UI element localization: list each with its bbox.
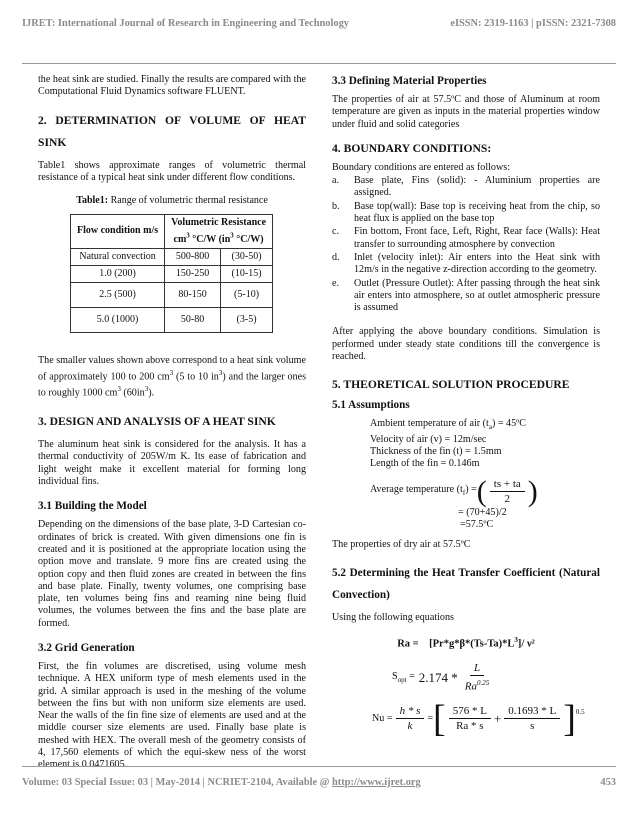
average-temperature-equation: Average temperature $(t_f)$ = ( $\frac{ts + ta}{2}$ ) — [370, 474, 538, 508]
resistance-table — [70, 214, 273, 332]
section-3-heading: 3. DESIGN AND ANALYSIS OF A HEAT SINK — [38, 415, 276, 429]
page-number: 453 — [600, 776, 616, 788]
list-item: b. Base top(wall): Base top is receiving heat from the chip, so heat flux is applied on the base top — [332, 200, 600, 225]
after-bc-paragraph: After applying the above boundary conditions. Simulation is performed under steady state conditions till the convergence is reached. — [332, 326, 600, 363]
avg-label: Average temperature $(t_f)$ = — [370, 483, 477, 497]
assumption-thickness: Thickness of the fin (t) = 1.5mm — [370, 445, 502, 457]
section-3-2-paragraph: First, the fin volumes are discretised, using volume mesh technique. A HEX uniform type of mesh elements used in the grid. A similar approach is used in the meshing of the volume between the fins but with non uniform size elements are used. Near the walls of the fin fine size of elements are used and at the middle courser size elements are used. Finally base plate is meshed with HEX. The overall mesh of the geometry consists of 4, 17,560 elements of which the equi-skew ness of the worst element is 0.0471605. — [38, 660, 306, 771]
table-row: 5.0 (1000) 50-80 (3-5) — [71, 307, 273, 332]
table-header-resistance: Volumetric Resistance $cm^3$ °C/W ($in^3$ °C/W) — [165, 215, 273, 248]
dry-air-properties: The properties of dry air at 57.5ºC — [332, 539, 471, 551]
table-caption-label: Table1: — [76, 195, 109, 207]
nu-term-2: $\frac{0.1693 * L}{s}$ — [504, 704, 560, 733]
section-5-1-heading: 5.1 Assumptions — [332, 399, 410, 412]
table-header-flow: Flow condition m/s — [71, 215, 165, 248]
nusselt-equation: Nu = $\frac{h * s}{k}$ = [ $\frac{576 * L}{Ra * s}$ + $\frac{0.1693 * L}{s}$ ] $^{0.5}$ — [372, 697, 585, 740]
using-equations: Using the following equations — [332, 612, 454, 624]
assumption-length: Length of the fin = 0.146m — [370, 458, 480, 470]
left-column — [38, 74, 306, 783]
header-rule — [22, 63, 616, 64]
section-5-2-heading: 5.2 Determining the Heat Transfer Coefficient (Natural Convection) — [332, 567, 600, 602]
sopt-equation: $S_{opt}$ = 2.174 * $\frac{L}{Ra^{0.25}}$ — [392, 661, 600, 694]
section-4-heading: 4. BOUNDARY CONDITIONS: — [332, 141, 492, 155]
resistance-units: $cm^3$ °C/W ($in^3$ °C/W) — [173, 231, 264, 245]
assumption-velocity: Velocity of air (v) = 12m/sec — [370, 433, 487, 445]
footer-rule — [22, 766, 616, 767]
section-2-heading: 2. DETERMINATION OF VOLUME OF HEAT SINK — [38, 113, 306, 149]
section-3-1-heading: 3.1 Building the Model — [38, 500, 147, 513]
list-item: a. Base plate, Fins (solid): - Aluminium properties are assigned. — [332, 175, 600, 199]
table-row: 1.0 (200) 150-250 (10-15) — [71, 265, 273, 282]
avg-fraction: $\frac{ts + ta}{2}$ — [490, 477, 525, 506]
running-footer — [22, 772, 616, 792]
issn: eISSN: 2319-1163 | pISSN: 2321-7308 — [450, 17, 616, 29]
intro-paragraph: the heat sink are studied. Finally the results are compared with the Computational Fluid Dynamics software FLUENT. — [38, 74, 306, 98]
list-item: d. Inlet (velocity inlet): Air enters into the Heat sink with 12m/s in the negative z-direction according to the geometry. — [332, 251, 600, 276]
nu-term-1: $\frac{576 * L}{Ra * s}$ — [449, 704, 491, 733]
journal-name: IJRET: International Journal of Research in Engineering and Technology — [22, 17, 349, 29]
assumption-ambient: Ambient temperature of air $(t_a)$ = 45ºC — [370, 418, 527, 432]
nu-lhs-fraction: $\frac{h * s}{k}$ — [396, 704, 425, 733]
table-header-row — [71, 215, 273, 248]
running-header — [22, 12, 616, 34]
assumptions-block — [370, 418, 600, 531]
footer-volume: Volume: 03 Special Issue: 03 | May-2014 | NCRIET-2104, Available @ http://www.ijret.org — [22, 776, 421, 788]
section-2-paragraph: Table1 shows approximate ranges of volumetric thermal resistance of a typical heat sink under different flow conditions. — [38, 159, 306, 183]
boundary-conditions-list — [332, 175, 600, 314]
section-3-2-heading: 3.2 Grid Generation — [38, 641, 135, 654]
avg-calc-1: = (70+45)/2 — [458, 506, 507, 518]
list-item: c. Fin bottom, Front face, Left, Right, Rear face (Walls): Heat transfer to surrounding atmosphere by convection — [332, 226, 600, 250]
sopt-label: $S_{opt}$ = — [392, 671, 415, 685]
section-3-1-paragraph: Depending on the dimensions of the base plate, 3-D Cartesian co-ordinates of brick is created. With given dimensions one fin is created and it is positioned at the appropriate location using the option move and translate. 9 more fins are created using the option copy and then fluid zones are created in between the fins and base plate. Finally, twenty volumes, one comprising base plate, ten volumes being fins and reaming nine being fluid volumes, the volumes between the fins and the base plate are formed. — [38, 519, 306, 629]
table-row: 2.5 (500) 80-150 (5-10) — [71, 282, 273, 307]
journal-link[interactable]: http://www.ijret.org — [332, 776, 421, 788]
section-3-3-paragraph: The properties of air at 57.5ºC and those of Aluminum at room temperature are given as inputs in the material properties window under fluid and solid categories — [332, 94, 600, 130]
avg-calc-2: =57.5ºC — [460, 518, 494, 530]
nu-exponent: 0.5 — [575, 707, 585, 716]
section-3-3-heading: 3.3 Defining Material Properties — [332, 75, 487, 87]
list-item: e. Outlet (Pressure Outlet): After passing through the heat sink air enters into atmosphere, so at outlet atmospheric pressure is assumed — [332, 277, 600, 314]
right-column — [332, 74, 600, 740]
volume-paragraph: The smaller values shown above correspond to a heat sink volume of approximately 100 to 200 $cm^3$ (5 to 10 $in^3$) and the larger ones to roughly 1000 $cm^3$ $(60in^3)$. — [38, 354, 306, 399]
table-caption-text: Range of volumetric thermal resistance — [108, 195, 268, 207]
section-5-heading: 5. THEORETICAL SOLUTION PROCEDURE — [332, 378, 570, 392]
section-4-intro: Boundary conditions are entered as follows: — [332, 161, 510, 173]
rayleigh-equation: Ra = $[Pr*g*\beta*(Ts-Ta)*L^3]/$ ν² — [397, 635, 535, 650]
table-caption — [38, 195, 306, 206]
sopt-fraction: $\frac{L}{Ra^{0.25}}$ — [464, 662, 490, 693]
table-row: Natural convection 500-800 (30-50) — [71, 248, 273, 265]
section-3-paragraph: The aluminum heat sink is considered for the analysis. It has a thermal conductivity of 205W/m K. Its ease of fabrication and light weight make it excellent material for forming long individual fins. — [38, 439, 306, 488]
